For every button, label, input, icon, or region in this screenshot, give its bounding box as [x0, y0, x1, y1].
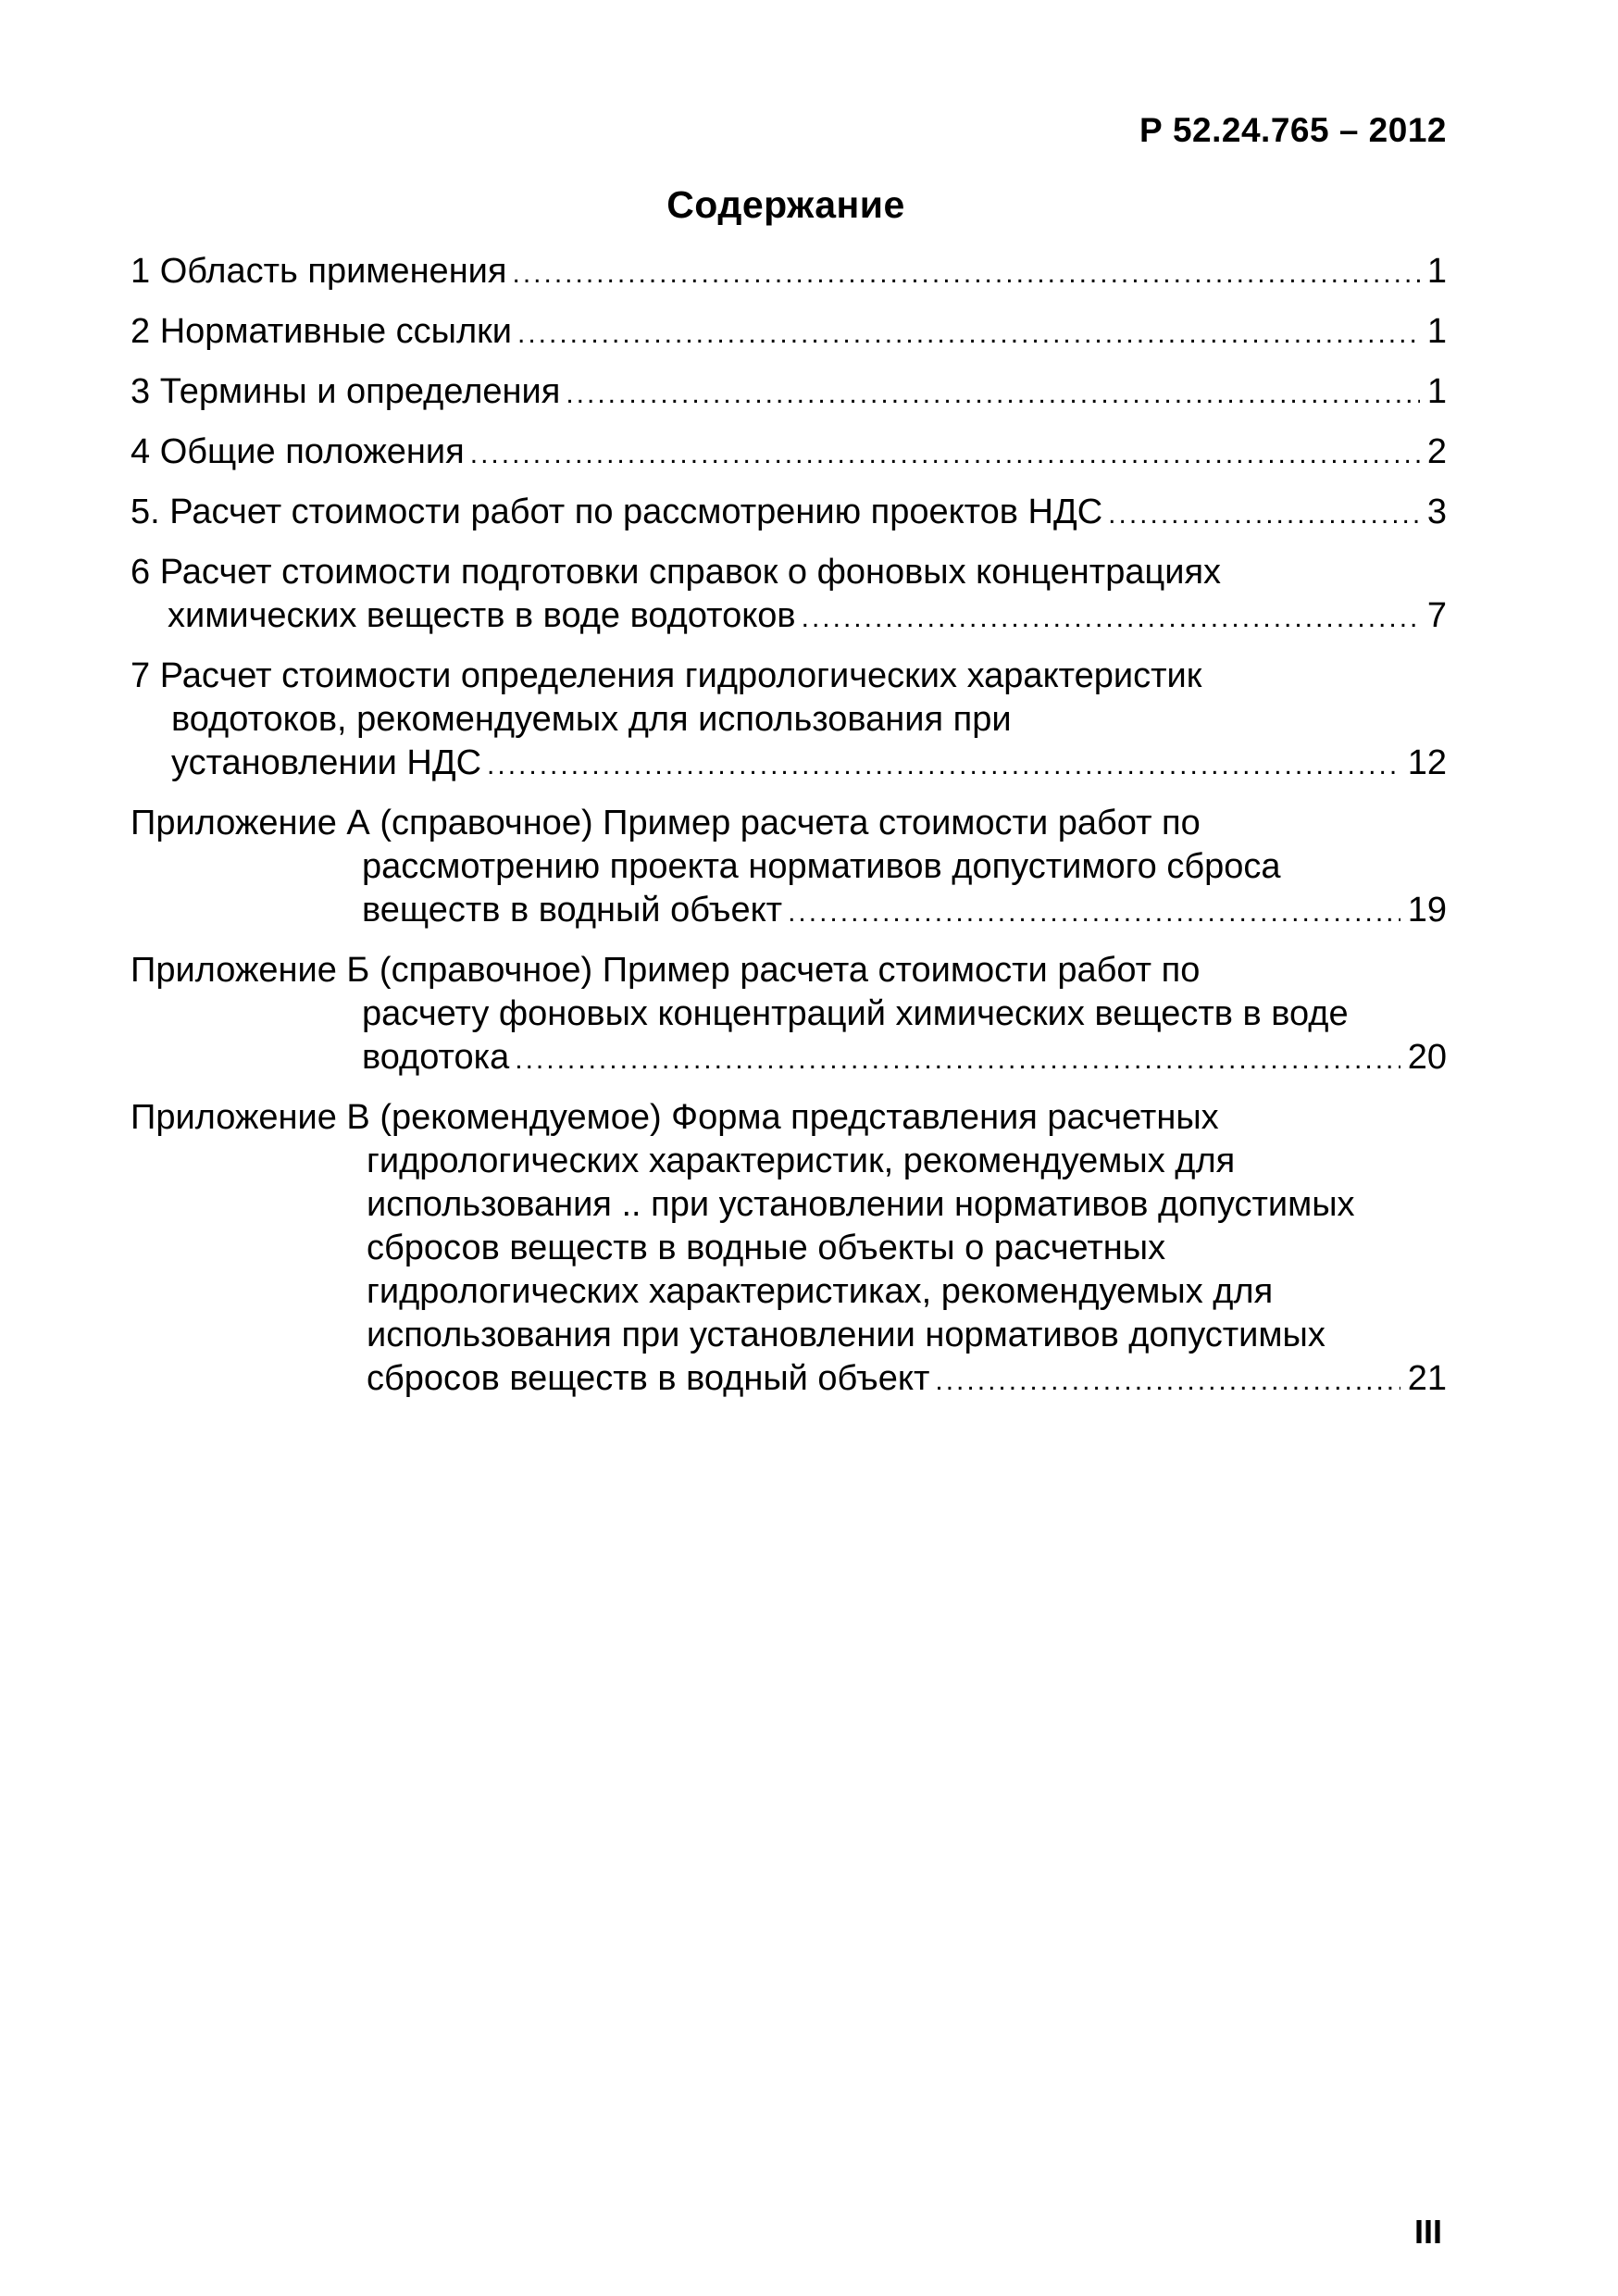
toc-entry-line: гидрологических характеристиках, рекомендуемых для	[367, 1272, 1274, 1311]
toc-entry-text: 5. Расчет стоимости работ по рассмотрению проектов НДС	[131, 493, 1103, 531]
toc-entry-line	[131, 742, 1447, 787]
toc-page-number: 1	[1426, 372, 1447, 411]
toc-entry-6[interactable]	[131, 551, 1447, 640]
toc-entry-text: 2 Нормативные ссылки	[131, 312, 512, 351]
toc-entry-line	[131, 889, 1447, 934]
toc-entry-text: 3 Термины и определения	[131, 372, 561, 411]
toc-entry-line	[131, 310, 1447, 356]
toc-entry-4[interactable]	[131, 430, 1447, 476]
document-code: Р 52.24.765 – 2012	[1139, 111, 1447, 149]
toc-page-number: 19	[1407, 891, 1447, 930]
dot-leader	[517, 312, 1420, 356]
toc-entry-line	[131, 1357, 1447, 1403]
page-number: III	[1413, 2213, 1442, 2251]
toc-title: Содержание	[666, 183, 905, 226]
dot-leader	[512, 252, 1419, 295]
toc-page-number: 2	[1426, 432, 1447, 471]
dot-leader	[802, 596, 1420, 640]
toc-entry-line: 6 Расчет стоимости подготовки справок о фоновых концентрациях	[131, 553, 1222, 592]
toc-entry-line: Приложение Б (справочное) Пример расчета стоимости работ по	[131, 951, 1201, 990]
toc-entry-line: расчету фоновых концентраций химических веществ в воде	[362, 994, 1349, 1033]
toc-entry-7[interactable]	[131, 655, 1447, 787]
toc-page-number: 12	[1407, 743, 1447, 782]
toc-entry-line	[131, 250, 1447, 295]
toc-entry-line	[131, 370, 1447, 416]
toc-page-number: 20	[1407, 1038, 1447, 1077]
toc-entry-line	[131, 430, 1447, 476]
toc-entry-text: установлении НДС	[171, 743, 482, 782]
toc-entry-text: веществ в водный объект	[362, 891, 783, 930]
table-of-contents	[131, 250, 1447, 1417]
toc-entry-line	[131, 594, 1447, 640]
toc-page-number: 7	[1426, 596, 1447, 635]
toc-entry-line: Приложение А (справочное) Пример расчета стоимости работ по	[131, 804, 1201, 842]
toc-page-number: 1	[1426, 312, 1447, 351]
dot-leader	[788, 891, 1400, 934]
toc-entry-appendix-b[interactable]	[131, 949, 1447, 1081]
toc-entry-line: Приложение В (рекомендуемое) Форма представления расчетных	[131, 1098, 1219, 1137]
dot-leader	[935, 1359, 1400, 1403]
toc-entry-1[interactable]	[131, 250, 1447, 295]
toc-entry-appendix-a[interactable]	[131, 802, 1447, 934]
toc-entry-3[interactable]	[131, 370, 1447, 416]
toc-entry-line: рассмотрению проекта нормативов допустимого сброса	[362, 847, 1281, 886]
dot-leader	[515, 1038, 1400, 1081]
toc-entry-2[interactable]	[131, 310, 1447, 356]
toc-entry-line: 7 Расчет стоимости определения гидрологических характеристик	[131, 656, 1202, 695]
dot-leader	[470, 432, 1420, 476]
toc-entry-text: сбросов веществ в водный объект	[367, 1359, 930, 1398]
toc-page-number: 3	[1426, 493, 1447, 531]
toc-page-number: 1	[1426, 252, 1447, 291]
toc-entry-text: 1 Область применения	[131, 252, 507, 291]
toc-entry-appendix-v[interactable]	[131, 1096, 1447, 1403]
dot-leader	[566, 372, 1420, 416]
toc-entry-text: 4 Общие положения	[131, 432, 465, 471]
toc-entry-line: использования при установлении нормативов допустимых	[367, 1316, 1326, 1354]
toc-entry-line: гидрологических характеристик, рекомендуемых для	[367, 1142, 1236, 1180]
toc-page-number: 21	[1407, 1359, 1447, 1398]
toc-entry-line	[131, 1036, 1447, 1081]
dot-leader	[487, 743, 1400, 787]
dot-leader	[1108, 493, 1420, 536]
toc-entry-line: водотоков, рекомендуемых для использования при	[171, 700, 1012, 739]
toc-entry-text: водотока	[362, 1038, 510, 1077]
toc-entry-line	[131, 491, 1447, 536]
toc-entry-line: сбросов веществ в водные объекты о расчетных	[367, 1229, 1166, 1267]
toc-entry-line: использования .. при установлении нормативов допустимых	[367, 1185, 1355, 1224]
toc-entry-5[interactable]	[131, 491, 1447, 536]
toc-entry-text: химических веществ в воде водотоков	[168, 596, 796, 635]
